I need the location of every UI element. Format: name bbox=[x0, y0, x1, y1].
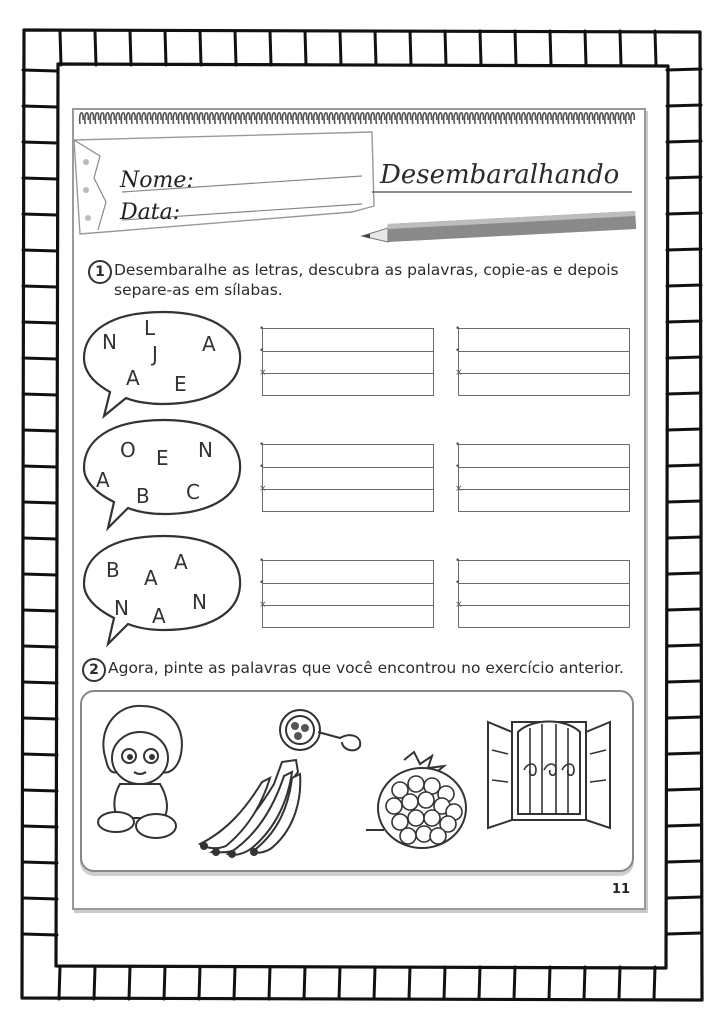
spiral-coil bbox=[527, 113, 531, 124]
border-rung bbox=[23, 790, 57, 791]
spiral-coil bbox=[366, 113, 370, 124]
answer-box-syllables[interactable] bbox=[455, 324, 630, 396]
border-rung bbox=[23, 430, 57, 431]
bubble-3-letter: N bbox=[192, 590, 207, 614]
border-rung bbox=[23, 682, 57, 683]
border-rung bbox=[667, 393, 701, 394]
spiral-coil bbox=[100, 113, 104, 124]
border-rung bbox=[200, 31, 201, 65]
bubble-3-letter: A bbox=[152, 604, 166, 628]
border-rung bbox=[23, 502, 57, 503]
border-rung bbox=[667, 213, 701, 214]
berry-drupe bbox=[400, 828, 416, 844]
border-rung bbox=[667, 177, 701, 178]
spiral-coil bbox=[563, 113, 567, 124]
spiral-coil bbox=[210, 113, 214, 124]
border-rung bbox=[667, 645, 701, 646]
spiral-coil bbox=[412, 113, 416, 124]
spiral-coil bbox=[610, 113, 614, 124]
border-rung bbox=[23, 898, 57, 899]
border-rung bbox=[270, 31, 271, 65]
spiral-coil bbox=[579, 113, 583, 124]
border-rung bbox=[619, 967, 620, 999]
spiral-coil bbox=[256, 113, 260, 124]
border-rung bbox=[667, 285, 701, 286]
spiral-coil bbox=[428, 113, 432, 124]
box-marker: • bbox=[455, 556, 461, 566]
box-marker: × bbox=[259, 368, 267, 378]
spiral-coil bbox=[324, 113, 328, 124]
spiral-coil bbox=[516, 113, 520, 124]
border-rung bbox=[667, 69, 701, 70]
berry-drupe bbox=[408, 810, 424, 826]
worksheet-title: Desembaralhando bbox=[380, 160, 620, 190]
question-2-instruction: Agora, pinte as palavras que você encontrou no exercício anterior. bbox=[108, 659, 624, 677]
border-rung bbox=[410, 31, 411, 65]
spiral-coil bbox=[272, 113, 276, 124]
border-rung bbox=[339, 967, 340, 999]
border-rung bbox=[23, 646, 57, 647]
bubble-2-letter: B bbox=[136, 484, 150, 508]
blackberry-picture[interactable] bbox=[364, 750, 474, 856]
spiral-coil bbox=[262, 113, 266, 124]
border-rung bbox=[23, 574, 57, 575]
border-rung bbox=[444, 967, 445, 999]
spiral-coil bbox=[454, 113, 458, 124]
border-rung bbox=[620, 31, 621, 65]
spiral-coil bbox=[277, 113, 281, 124]
spiral-coil bbox=[303, 113, 307, 124]
spiral-coil bbox=[267, 113, 271, 124]
answer-box-syllables[interactable] bbox=[455, 440, 630, 512]
spiral-coil bbox=[340, 113, 344, 124]
bubble-2-letter: O bbox=[120, 438, 136, 462]
spiral-coil bbox=[392, 113, 396, 124]
window-picture[interactable] bbox=[484, 710, 614, 834]
border-rung bbox=[129, 967, 130, 999]
border-rung bbox=[23, 826, 57, 827]
box-marker: • bbox=[455, 324, 461, 334]
box-marker: × bbox=[455, 368, 463, 378]
spiral-coil bbox=[589, 113, 593, 124]
spiral-coil bbox=[568, 113, 572, 124]
border-rung bbox=[667, 609, 701, 610]
spiral-coil bbox=[542, 113, 546, 124]
spiral-coil bbox=[319, 113, 323, 124]
spiral-coil bbox=[511, 113, 515, 124]
spiral-coil bbox=[314, 113, 318, 124]
spiral-coil bbox=[293, 113, 297, 124]
border-rung bbox=[23, 214, 57, 215]
spiral-coil bbox=[85, 113, 89, 124]
border-rung bbox=[23, 286, 57, 287]
spiral-coil bbox=[548, 113, 552, 124]
spiral-coil bbox=[381, 113, 385, 124]
spiral-coil bbox=[142, 113, 146, 124]
box-marker: × bbox=[455, 484, 463, 494]
spiral-coil bbox=[464, 113, 468, 124]
spiral-coil bbox=[189, 113, 193, 124]
answer-box-word[interactable] bbox=[259, 324, 434, 396]
bubble-1-letter: A bbox=[202, 332, 216, 356]
border-rung bbox=[23, 250, 57, 251]
box-marker: • bbox=[259, 578, 265, 588]
spiral-coil bbox=[407, 113, 411, 124]
border-rung bbox=[340, 31, 341, 65]
spiral-coil bbox=[204, 113, 208, 124]
bubble-3-letter: N bbox=[114, 596, 129, 620]
spiral-coil bbox=[80, 113, 84, 124]
spiral-coil bbox=[558, 113, 562, 124]
border-rung bbox=[667, 753, 701, 754]
spiral-coil bbox=[116, 113, 120, 124]
border-rung bbox=[667, 861, 701, 862]
spiral-coil bbox=[600, 113, 604, 124]
border-rung bbox=[23, 322, 57, 323]
spiral-coil bbox=[308, 113, 312, 124]
question-1-instruction-line1: Desembaralhe as letras, descubra as palavras, copie-as e depois bbox=[114, 261, 619, 279]
spiral-coil bbox=[163, 113, 167, 124]
border-rung bbox=[23, 718, 57, 719]
border-rung bbox=[654, 967, 655, 999]
spiral-coil bbox=[236, 113, 240, 124]
spiral-coil bbox=[199, 113, 203, 124]
border-rung bbox=[23, 178, 57, 179]
bananas-picture[interactable] bbox=[192, 756, 320, 860]
spiral-coil bbox=[584, 113, 588, 124]
question-2-number: 2 bbox=[82, 658, 106, 682]
box-marker: • bbox=[259, 440, 265, 450]
spiral-coil bbox=[126, 113, 130, 124]
spiral-coil bbox=[386, 113, 390, 124]
page-number: 11 bbox=[611, 882, 630, 897]
spiral-coil bbox=[158, 113, 162, 124]
box-marker: • bbox=[455, 578, 461, 588]
spiral-coil bbox=[220, 113, 224, 124]
berry-drupe bbox=[408, 776, 424, 792]
spiral-coil bbox=[490, 113, 494, 124]
border-rung bbox=[23, 934, 57, 935]
border-rung bbox=[479, 967, 480, 999]
spiral-coil bbox=[168, 113, 172, 124]
box-marker: • bbox=[455, 440, 461, 450]
spiral-coil bbox=[449, 113, 453, 124]
border-rung bbox=[667, 501, 701, 502]
berry-drupe bbox=[430, 828, 446, 844]
spiral-coil bbox=[334, 113, 338, 124]
spiral-coil bbox=[376, 113, 380, 124]
spiral-coil bbox=[288, 113, 292, 124]
spiral-coil bbox=[251, 113, 255, 124]
spiral-coil bbox=[423, 113, 427, 124]
spiral-coil bbox=[594, 113, 598, 124]
border-rung bbox=[95, 31, 96, 65]
border-rung bbox=[667, 537, 701, 538]
spiral-coil bbox=[215, 113, 219, 124]
spiral-coil bbox=[631, 113, 635, 124]
spiral-coil bbox=[246, 113, 250, 124]
berry-drupe bbox=[424, 810, 440, 826]
border-rung bbox=[269, 967, 270, 999]
bubble-3-letter: B bbox=[106, 558, 120, 582]
border-rung bbox=[549, 967, 550, 999]
border-rung bbox=[667, 789, 701, 790]
bubble-1-letter: J bbox=[152, 342, 158, 366]
border-rung bbox=[655, 31, 656, 65]
border-rung bbox=[667, 573, 701, 574]
spiral-coil bbox=[485, 113, 489, 124]
border-rung bbox=[667, 933, 701, 934]
spiral-coil bbox=[225, 113, 229, 124]
border-rung bbox=[23, 106, 57, 107]
border-rung bbox=[584, 967, 585, 999]
spiral-coil bbox=[433, 113, 437, 124]
box-marker: × bbox=[259, 600, 267, 610]
border-rung bbox=[165, 31, 166, 65]
box-marker: • bbox=[259, 462, 265, 472]
spiral-coil bbox=[360, 113, 364, 124]
spiral-coil bbox=[350, 113, 354, 124]
letter-bubble-3 bbox=[80, 530, 246, 648]
border-rung bbox=[667, 465, 701, 466]
border-rung bbox=[23, 754, 57, 755]
border-rung bbox=[164, 967, 165, 999]
border-rung bbox=[445, 31, 446, 65]
spiral-coil bbox=[298, 113, 302, 124]
border-rung bbox=[585, 31, 586, 65]
border-rung bbox=[514, 967, 515, 999]
border-rung bbox=[23, 610, 57, 611]
spiral-coil bbox=[501, 113, 505, 124]
spiral-coil bbox=[371, 113, 375, 124]
answer-box-syllables[interactable] bbox=[455, 556, 630, 628]
answer-box-word[interactable] bbox=[259, 556, 434, 628]
bubble-2-letter: C bbox=[186, 480, 200, 504]
border-rung bbox=[304, 967, 305, 999]
border-rung bbox=[667, 681, 701, 682]
berry-drupe bbox=[386, 798, 402, 814]
spiral-coil bbox=[418, 113, 422, 124]
border-rung bbox=[23, 862, 57, 863]
spiral-coil bbox=[230, 113, 234, 124]
spiral-coil bbox=[178, 113, 182, 124]
spiral-coil bbox=[329, 113, 333, 124]
border-rung bbox=[667, 825, 701, 826]
border-rung bbox=[23, 142, 57, 143]
border-rung bbox=[667, 105, 701, 106]
spiral-coil bbox=[173, 113, 177, 124]
border-rung bbox=[23, 394, 57, 395]
border-rung bbox=[23, 70, 57, 71]
border-rung bbox=[130, 31, 131, 65]
border-rung bbox=[235, 31, 236, 65]
question-1-number: 1 bbox=[88, 260, 112, 284]
border-rung bbox=[667, 717, 701, 718]
spiral-coil bbox=[152, 113, 156, 124]
bubble-1-letter: N bbox=[102, 330, 117, 354]
border-rung bbox=[23, 466, 57, 467]
border-rung bbox=[667, 321, 701, 322]
question-1-instruction-line2: separe-as em sílabas. bbox=[114, 281, 283, 299]
spiral-coil bbox=[615, 113, 619, 124]
border-rung bbox=[234, 967, 235, 999]
box-marker: • bbox=[259, 324, 265, 334]
bubble-2-letter: E bbox=[156, 446, 169, 470]
spiral-coil bbox=[241, 113, 245, 124]
border-rung bbox=[515, 31, 516, 65]
border-rung bbox=[667, 357, 701, 358]
spiral-coil bbox=[620, 113, 624, 124]
spiral-coil bbox=[605, 113, 609, 124]
spiral-coil bbox=[459, 113, 463, 124]
border-rung bbox=[667, 897, 701, 898]
box-marker: • bbox=[259, 556, 265, 566]
border-rung bbox=[667, 429, 701, 430]
border-rung bbox=[374, 967, 375, 999]
spiral-coil bbox=[475, 113, 479, 124]
spiral-coil bbox=[397, 113, 401, 124]
spiral-coil bbox=[137, 113, 141, 124]
bubble-3-letter: A bbox=[174, 550, 188, 574]
spiral-coil bbox=[496, 113, 500, 124]
border-rung bbox=[667, 141, 701, 142]
letter-bubble-1 bbox=[80, 308, 246, 420]
spiral-coil bbox=[438, 113, 442, 124]
spiral-coil bbox=[537, 113, 541, 124]
border-rung bbox=[94, 967, 95, 999]
spiral-coil bbox=[147, 113, 151, 124]
spiral-coil bbox=[480, 113, 484, 124]
bubble-1-letter: E bbox=[174, 372, 187, 396]
spiral-coil bbox=[90, 113, 94, 124]
spiral-coil bbox=[132, 113, 136, 124]
border-rung bbox=[59, 967, 60, 999]
border-rung bbox=[23, 358, 57, 359]
spiral-coil bbox=[111, 113, 115, 124]
berry-drupe bbox=[418, 792, 434, 808]
spiral-coil bbox=[345, 113, 349, 124]
box-marker: • bbox=[455, 462, 461, 472]
bubble-1-letter: A bbox=[126, 366, 140, 390]
box-marker: × bbox=[455, 600, 463, 610]
spiral-coil bbox=[121, 113, 125, 124]
border-rung bbox=[409, 967, 410, 999]
border-rung bbox=[60, 31, 61, 65]
name-label: Nome: bbox=[120, 168, 194, 193]
border-rung bbox=[199, 967, 200, 999]
answer-box-word[interactable] bbox=[259, 440, 434, 512]
berry-drupe bbox=[402, 794, 418, 810]
border-rung bbox=[23, 538, 57, 539]
border-rung bbox=[480, 31, 481, 65]
border-rung bbox=[667, 249, 701, 250]
spiral-coil bbox=[626, 113, 630, 124]
spiral-coil bbox=[470, 113, 474, 124]
girl-picture[interactable] bbox=[92, 700, 192, 840]
rattle-picture[interactable] bbox=[276, 702, 366, 758]
spiral-coil bbox=[553, 113, 557, 124]
bubble-2-letter: N bbox=[198, 438, 213, 462]
bubble-3-letter: A bbox=[144, 566, 158, 590]
spiral-coil bbox=[532, 113, 536, 124]
bubble-1-letter: L bbox=[144, 316, 156, 340]
spiral-coil bbox=[574, 113, 578, 124]
date-label: Data: bbox=[120, 200, 181, 225]
spiral-coil bbox=[106, 113, 110, 124]
spiral-coil bbox=[194, 113, 198, 124]
spiral-coil bbox=[522, 113, 526, 124]
spiral-coil bbox=[402, 113, 406, 124]
bubble-2-letter: A bbox=[96, 468, 110, 492]
border-rung bbox=[550, 31, 551, 65]
spiral-coil bbox=[282, 113, 286, 124]
border-rung bbox=[375, 31, 376, 65]
spiral-coil bbox=[506, 113, 510, 124]
box-marker: • bbox=[259, 346, 265, 356]
box-marker: • bbox=[455, 346, 461, 356]
spiral-coil bbox=[95, 113, 99, 124]
spiral-coil bbox=[184, 113, 188, 124]
spiral-coil bbox=[355, 113, 359, 124]
border-rung bbox=[305, 31, 306, 65]
spiral-binding bbox=[76, 104, 638, 128]
spiral-coil bbox=[444, 113, 448, 124]
box-marker: × bbox=[259, 484, 267, 494]
